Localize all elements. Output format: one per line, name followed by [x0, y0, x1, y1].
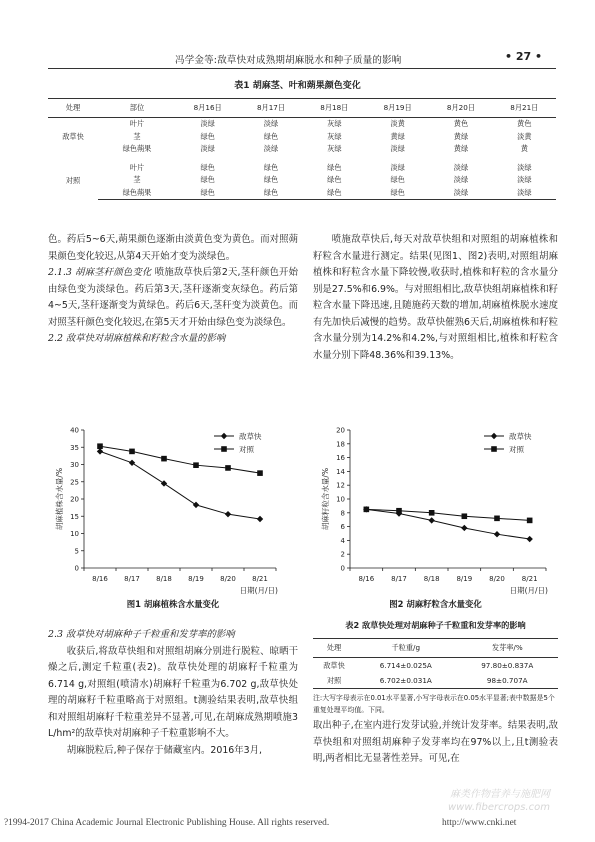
y-tick-label: 20 [70, 495, 79, 504]
y-tick-label: 20 [336, 426, 345, 435]
table2-header: 发芽率/% [457, 639, 559, 658]
legend-label: 对照 [239, 445, 254, 454]
table1 [48, 98, 556, 200]
paragraph-body: 喷施敌草快后第2天,茎秆颜色开始由绿色变为淡绿色。药后第3天,茎秆逐渐变灰绿色。药后第4~5天,茎秆逐渐变为黄绿色。药后6天,茎秆变为淡黄色。而对照茎秆颜色变化较迟,在第5天才开始由绿色变为淡绿色。 [48, 267, 298, 328]
data-point [396, 508, 402, 514]
table1-treatment: 对照 [65, 175, 81, 185]
data-point [527, 518, 533, 524]
table1-header: 8月20日 [429, 99, 492, 118]
data-point [129, 460, 135, 466]
table-cell: 淡绿 [517, 162, 532, 172]
y-tick-label: 40 [70, 426, 79, 435]
table-cell: 灰绿 [327, 119, 342, 129]
table1-header: 8月17日 [239, 99, 302, 118]
header-rule [48, 68, 556, 69]
x-tick-label: 8/16 [92, 575, 108, 583]
table-cell: 淡绿 [429, 187, 492, 200]
y-tick-label: 14 [336, 467, 345, 476]
x-tick-label: 8/21 [252, 575, 268, 583]
table-cell: 绿色 [263, 162, 279, 172]
y-tick-label: 15 [70, 512, 79, 521]
table2-header-row [313, 639, 558, 658]
footer-copyright: ?1994-2017 China Academic Journal Electronic Publishing House. All rights reserved. [4, 818, 330, 828]
data-point [161, 456, 167, 462]
paragraph: 收获后,将敌草快组和对照组胡麻分别进行脱粒、晾晒干燥之后,测定千粒重(表2)。敌草快处理的胡麻籽千粒重为6.714 g,对照组(喷清水)胡麻籽千粒重为6.702 g,敌草快处理的胡麻籽千粒重略高于对照组。t测验结果表明,敌草快组和对照组胡麻籽千粒重差异不显著,可见,在胡麻成熟期喷施3 L/hm²的敌草快对胡麻种子千粒重影响不大。 [48, 645, 298, 739]
footer-url: http://www.cnki.net [442, 818, 517, 828]
data-point [129, 449, 135, 455]
x-tick-label: 8/20 [220, 575, 236, 583]
table1-header: 8月16日 [176, 99, 239, 118]
data-point [462, 513, 468, 519]
table-cell: 绿色 [327, 162, 342, 172]
table-cell: 淡绿 [200, 119, 215, 129]
x-tick-label: 8/17 [391, 575, 407, 583]
table-cell: 敌草快 [323, 660, 345, 670]
y-axis-label: 胡麻植株含水量/% [55, 467, 64, 531]
legend-label: 敌草快 [239, 432, 262, 441]
table2 [313, 638, 558, 689]
table-cell: 淡绿 [453, 175, 469, 185]
table-cell: 灰绿 [327, 131, 342, 141]
table-cell: 97.80±0.837A [481, 661, 534, 670]
figure1-plot [54, 427, 278, 596]
table-row [48, 174, 556, 187]
data-point [225, 465, 231, 471]
table-cell: 茎 [133, 175, 141, 185]
table-cell: 绿色 [366, 187, 429, 200]
legend-marker [221, 433, 227, 439]
table-cell: 98±0.707A [457, 673, 559, 689]
data-point [193, 462, 199, 468]
section-heading: 2.1.3 胡麻茎秆颜色变化 [48, 267, 152, 278]
data-point [461, 525, 467, 531]
table1-header: 部位 [98, 99, 176, 118]
table-cell: 绿色 [239, 187, 302, 200]
section-heading: 2.3 敌草快对胡麻种子千粒重和发芽率的影响 [48, 629, 235, 640]
figure2-plot [320, 427, 548, 596]
y-tick-label: 25 [70, 478, 79, 487]
table-cell: 绿色 [200, 162, 215, 172]
data-point [428, 517, 434, 523]
watermark-line: 麻类作物营养与施肥网 [449, 789, 550, 800]
table-cell: 淡绿 [200, 144, 215, 154]
table1-header: 8月18日 [303, 99, 366, 118]
y-tick-label: 8 [340, 509, 345, 518]
data-point [225, 511, 231, 517]
y-tick-label: 6 [340, 523, 345, 532]
table-cell: 淡绿 [493, 187, 556, 200]
table-cell: 茎 [133, 131, 141, 141]
table1-header-row [48, 99, 556, 118]
data-point [97, 443, 103, 449]
table-cell: 绿色 [263, 175, 279, 185]
table-cell: 黄色 [453, 119, 469, 129]
table-cell: 绿色 [390, 175, 405, 185]
table-cell: 淡绿 [453, 162, 469, 172]
table-row [48, 118, 556, 131]
legend-marker [491, 433, 497, 439]
figure2-caption: 图2 胡麻籽粒含水量变化 [389, 599, 482, 609]
x-tick-label: 8/16 [358, 575, 375, 583]
table1-header: 8月21日 [493, 99, 556, 118]
table-row [48, 187, 556, 200]
right-column-text [313, 232, 558, 364]
y-tick-label: 16 [336, 454, 345, 463]
x-tick-label: 8/19 [456, 575, 473, 583]
x-tick-label: 8/20 [489, 575, 505, 583]
y-tick-label: 4 [340, 536, 345, 545]
data-point [161, 480, 167, 486]
legend-marker [491, 446, 497, 452]
data-point [526, 536, 532, 542]
left-column-text [48, 232, 298, 348]
x-axis-label: 日期(月/日) [239, 586, 278, 595]
table-cell: 淡绿 [263, 119, 279, 129]
data-point [364, 507, 370, 513]
figure2-chart [310, 420, 562, 598]
table1-caption: 表1 胡麻茎、叶和蒴果颜色变化 [234, 81, 361, 91]
table-cell: 绿色 [303, 187, 366, 200]
y-tick-label: 0 [340, 564, 345, 573]
data-point [257, 516, 263, 522]
legend-marker [221, 446, 227, 452]
table-cell: 绿色 [200, 131, 215, 141]
table-cell: 黄绿 [453, 144, 469, 154]
series-line-diquat [366, 509, 529, 539]
table2-header: 千粒重/g [355, 639, 456, 658]
figure1-chart [40, 420, 302, 598]
table-cell: 淡绿 [263, 144, 279, 154]
paragraph: 取出种子,在室内进行发芽试验,并统计发芽率。结果表明,敌草快组和对照组胡麻种子发芽率均在97%以上,且t测验表明,两者相比无显著性差异。可见,在 [313, 720, 558, 764]
table-cell: 叶片 [129, 119, 145, 129]
x-tick-label: 8/19 [188, 575, 204, 583]
table-row [313, 658, 558, 674]
paragraph: 色。药后5~6天,蒴果颜色逐渐由淡黄色变为黄色。而对照蒴果颜色变化较迟,从第4天开始才变为淡绿色。 [48, 234, 298, 262]
paragraph: 喷施敌草快后,每天对敌草快组和对照组的胡麻植株和籽粒含水量进行测定。结果(见图1、图2)表明,对照组胡麻植株和籽粒含水量下降较慢,收获时,植株和籽粒的含水量分别是27.5%和6.9%。与对照组相比,敌草快组胡麻植株和籽粒含水量下降迅速,且随施药天数的增加,胡麻植株脱水速度有先加快后减慢的趋势。敌草快催熟6天后,胡麻植株和籽粒含水量分别为14.2%和4.2%,与对照组相比,植株和籽粒含水量分别下降48.36%和39.13%。 [313, 234, 558, 361]
table-cell: 绿色 [263, 131, 279, 141]
table-cell: 叶片 [129, 162, 145, 172]
table-cell: 绿色 [327, 175, 342, 185]
table-row [48, 143, 556, 156]
data-point [257, 470, 263, 476]
table-cell: 黄 [520, 144, 528, 154]
y-tick-label: 2 [340, 550, 345, 559]
table-row [48, 131, 556, 144]
table-cell: 淡黄 [390, 119, 405, 129]
x-tick-label: 8/17 [124, 575, 140, 583]
x-axis-label: 日期(月/日) [509, 586, 548, 595]
lower-left-text [48, 627, 298, 759]
legend-label: 对照 [509, 445, 524, 454]
y-tick-label: 10 [70, 530, 79, 538]
y-axis-label: 胡麻籽粒含水量/% [321, 467, 330, 531]
table-cell: 6.702±0.031A [355, 673, 456, 689]
table-cell: 淡绿 [390, 162, 405, 172]
y-tick-label: 0 [74, 564, 79, 573]
series-line-control [366, 509, 529, 520]
x-tick-label: 8/18 [423, 575, 440, 583]
table-cell: 对照 [313, 673, 355, 689]
legend-label: 敌草快 [509, 432, 532, 441]
watermark [448, 788, 550, 814]
y-tick-label: 18 [336, 440, 345, 449]
table-cell: 黄色 [517, 119, 532, 129]
running-title: 冯学金等:敌草快对成熟期胡麻脱水和种子质量的影响 [175, 55, 402, 66]
table-cell: 绿色 [176, 187, 239, 200]
table-row [313, 673, 558, 689]
table-cell: 灰绿 [327, 144, 342, 154]
data-point [97, 448, 103, 454]
page-number: • 27 • [505, 50, 543, 63]
data-point [494, 531, 500, 537]
table-cell: 黄绿 [453, 131, 469, 141]
data-point [494, 516, 500, 522]
lower-right-text [313, 718, 558, 768]
data-point [429, 510, 435, 516]
y-tick-label: 10 [336, 495, 345, 504]
data-point [193, 502, 199, 508]
table-cell: 淡绿 [517, 175, 532, 185]
watermark-line: www.fibercrops.com [448, 802, 550, 813]
table-cell: 黄绿 [390, 131, 405, 141]
table-cell: 绿色 [200, 175, 215, 185]
table-cell: 淡绿 [390, 144, 405, 154]
table-cell: 绿色蒴果 [122, 144, 152, 154]
x-tick-label: 8/18 [156, 575, 172, 583]
paragraph [48, 265, 298, 331]
table1-header: 8月19日 [366, 99, 429, 118]
section-heading: 2.2 敌草快对胡麻植株和籽粒含水量的影响 [48, 333, 226, 344]
table-row [48, 156, 556, 175]
table-cell: 淡黄 [517, 131, 532, 141]
y-tick-label: 12 [336, 481, 345, 490]
table2-caption: 表2 敌草快处理对胡麻种子千粒重和发芽率的影响 [345, 620, 526, 630]
figure1-caption: 图1 胡麻植株含水量变化 [126, 599, 220, 609]
x-tick-label: 8/21 [521, 575, 538, 583]
y-tick-label: 35 [70, 443, 79, 452]
y-tick-label: 30 [70, 461, 79, 469]
table2-note: 注:大写字母表示在0.01水平显著,小写字母表示在0.05水平显著;表中数据是5个重复处理平均值。下同。 [313, 694, 555, 714]
table1-header: 处理 [48, 99, 98, 118]
paragraph: 胡麻脱粒后,种子保存于储藏室内。2016年3月, [66, 744, 262, 756]
table-cell: 绿色蒴果 [98, 187, 176, 200]
table1-treatment: 敌草快 [62, 131, 84, 141]
table-cell: 6.714±0.025A [379, 661, 432, 670]
table2-header: 处理 [313, 639, 355, 658]
y-tick-label: 5 [74, 547, 79, 556]
